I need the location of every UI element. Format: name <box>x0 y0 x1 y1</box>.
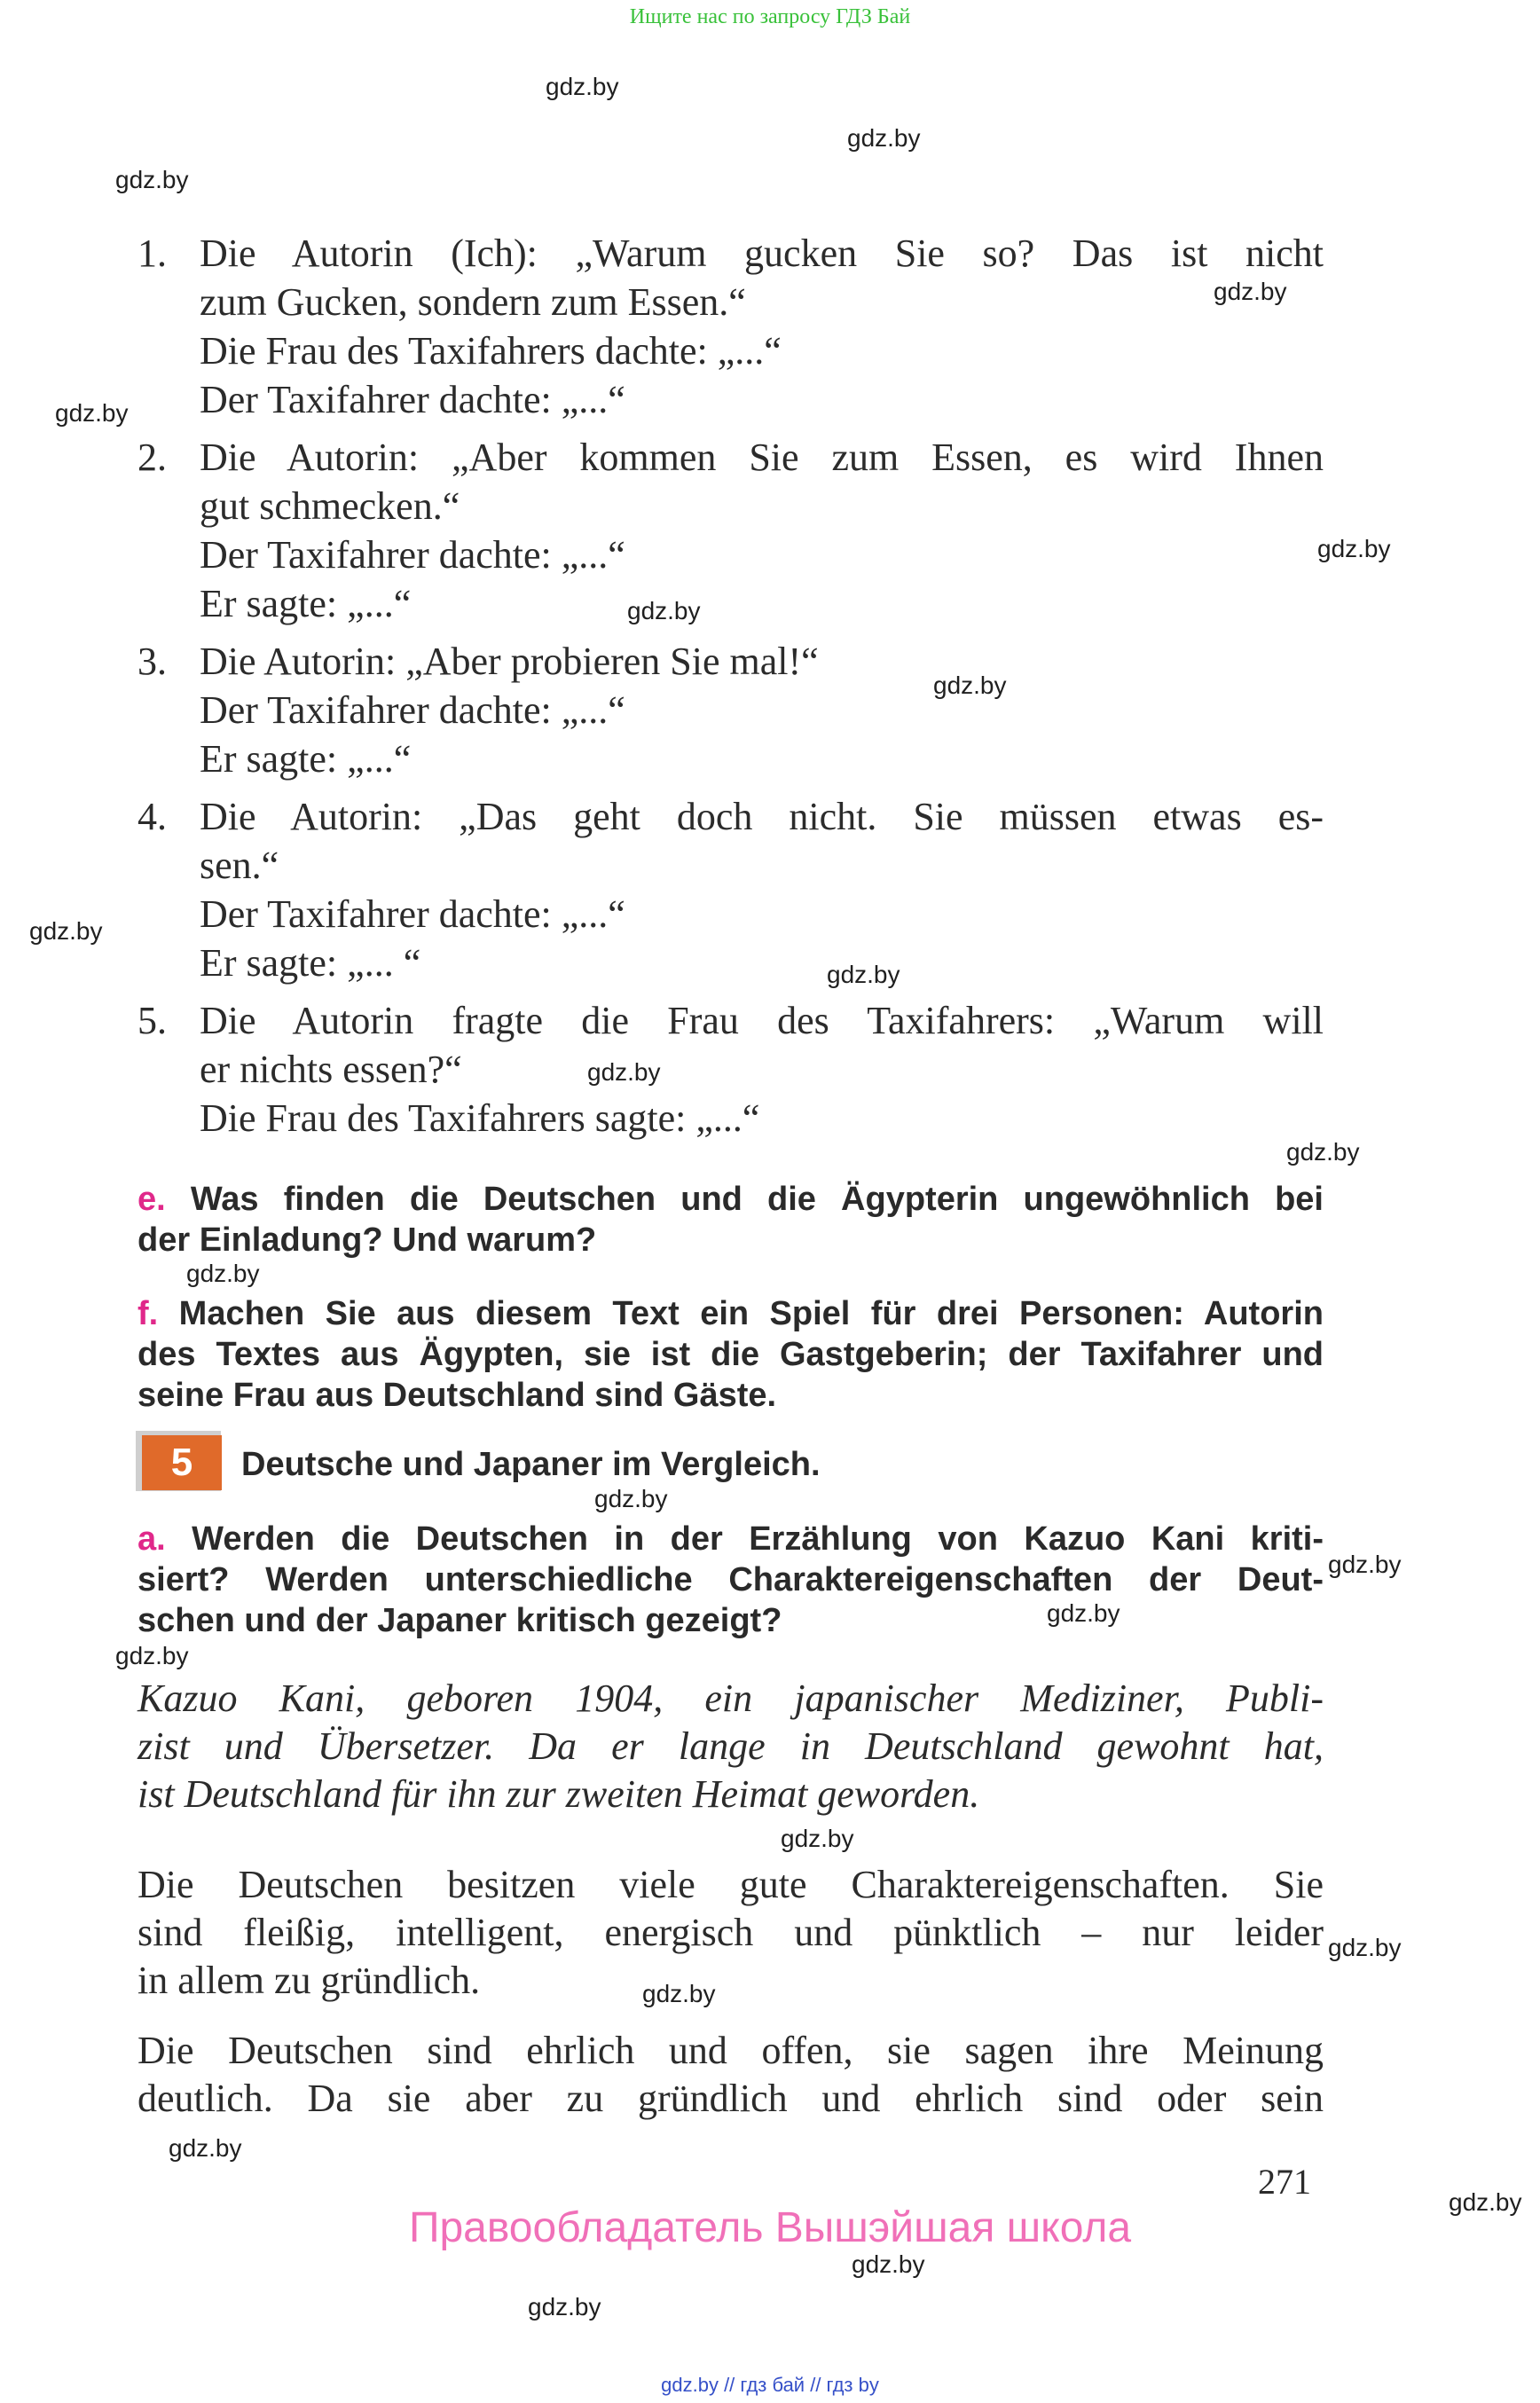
watermark: gdz.by <box>169 2134 242 2162</box>
paragraph-line: Die Deutschen sind ehrlich und offen, sie sagen ihre Meinung <box>138 2029 1324 2072</box>
exercise-line: Die Frau des Taxifahrers sagte: „...“ <box>200 1096 760 1140</box>
exercise-line: Er sagte: „...“ <box>200 582 412 625</box>
watermark: gdz.by <box>1449 2188 1522 2216</box>
watermark: gdz.by <box>186 1260 260 1287</box>
exercise-line: Die Autorin: „Das geht doch nicht. Sie müssen etwas es- <box>200 795 1324 838</box>
paragraph-line: Die Deutschen besitzen viele gute Charaktereigenschaften. Sie <box>138 1863 1324 1906</box>
exercise-line: Die Autorin (Ich): „Warum gucken Sie so? Das ist nicht <box>200 232 1324 275</box>
watermark: gdz.by <box>642 1980 716 2007</box>
watermark: gdz.by <box>827 961 900 988</box>
task-line: seine Frau aus Deutschland sind Gäste. <box>138 1377 777 1414</box>
watermark: gdz.by <box>594 1485 668 1512</box>
watermark: gdz.by <box>1328 1934 1402 1961</box>
task-line: schen und der Japaner kritisch gezeigt? <box>138 1602 782 1639</box>
watermark: gdz.by <box>115 166 189 193</box>
item-number: 1. <box>138 232 167 275</box>
exercise-line: zum Gucken, sondern zum Essen.“ <box>200 280 746 324</box>
intro-line: zist und Übersetzer. Da er lange in Deutschland gewohnt hat, <box>138 1724 1324 1768</box>
watermark: gdz.by <box>781 1825 854 1852</box>
watermark: gdz.by <box>546 73 619 100</box>
item-number: 2. <box>138 436 167 479</box>
task-f <box>138 1293 1324 1416</box>
watermark: gdz.by <box>55 399 129 427</box>
intro-line: Kazuo Kani, geboren 1904, ein japanischer Mediziner, Publi- <box>138 1677 1324 1720</box>
task-a <box>138 1519 1324 1641</box>
exercise-line: Die Frau des Taxifahrers dachte: „...“ <box>200 329 782 373</box>
watermark: gdz.by <box>528 2293 601 2321</box>
exercise-line: er nichts essen?“ <box>200 1048 462 1091</box>
paragraph-2 <box>138 2027 1324 2123</box>
task-line: f. Machen Sie aus diesem Text ein Spiel für drei Personen: Autorin <box>138 1295 1324 1332</box>
task-line: e. Was finden die Deutschen und die Ägypterin ungewöhnlich bei <box>138 1181 1324 1218</box>
exercise-line: Die Autorin: „Aber probieren Sie mal!“ <box>200 640 819 683</box>
task-line: des Textes aus Ägypten, sie ist die Gastgeberin; der Taxifahrer und <box>138 1336 1324 1373</box>
watermark: gdz.by <box>1214 278 1287 305</box>
exercise-line: Der Taxifahrer dachte: „...“ <box>200 688 625 732</box>
exercise-line: gut schmecken.“ <box>200 484 460 528</box>
watermark: gdz.by <box>933 671 1007 699</box>
exercise-line: sen.“ <box>200 844 279 887</box>
watermark: gdz.by <box>1317 535 1391 562</box>
watermark: gdz.by <box>852 2250 925 2278</box>
exercise-line: Der Taxifahrer dachte: „...“ <box>200 378 625 421</box>
task-letter: a. <box>138 1520 166 1558</box>
task-e <box>138 1179 1324 1260</box>
watermark: gdz.by <box>847 124 921 152</box>
watermark: gdz.by <box>627 597 701 624</box>
watermark: gdz.by <box>1328 1551 1402 1578</box>
task-letter: e. <box>138 1181 166 1218</box>
watermark: gdz.by <box>1286 1138 1360 1166</box>
watermark: gdz.by <box>29 917 103 945</box>
section-title: Deutsche und Japaner im Vergleich. <box>241 1446 821 1483</box>
item-number: 5. <box>138 999 167 1042</box>
paragraph-line: sind fleißig, intelligent, energisch und pünktlich – nur leider <box>138 1911 1324 1954</box>
exercise-line: Er sagte: „... “ <box>200 941 421 985</box>
task-line: siert? Werden unterschiedliche Charaktereigenschaften der Deut- <box>138 1561 1324 1598</box>
task-line: der Einladung? Und warum? <box>138 1221 597 1259</box>
exercise-line: Er sagte: „...“ <box>200 737 412 781</box>
top-banner[interactable]: Ищите нас по запросу ГДЗ Бай <box>629 5 911 28</box>
task-letter: f. <box>138 1295 159 1332</box>
item-number: 3. <box>138 640 167 683</box>
watermark: gdz.by <box>115 1642 189 1669</box>
item-number: 4. <box>138 795 167 838</box>
exercise-line: Der Taxifahrer dachte: „...“ <box>200 533 625 577</box>
paragraph-1 <box>138 1861 1324 2005</box>
copyright-holder: Правообладатель Вышэйшая школа <box>408 2204 1132 2251</box>
watermark: gdz.by <box>587 1058 661 1086</box>
exercise-line: Die Autorin fragte die Frau des Taxifahrers: „Warum will <box>200 999 1324 1042</box>
author-intro <box>138 1675 1324 1818</box>
paragraph-line: in allem zu gründlich. <box>138 1959 481 2002</box>
task-line: a. Werden die Deutschen in der Erzählung von Kazuo Kani kriti- <box>138 1520 1324 1558</box>
watermark: gdz.by <box>1047 1599 1120 1627</box>
page-number: 271 <box>1258 2162 1311 2202</box>
paragraph-line: deutlich. Da sie aber zu gründlich und ehrlich sind oder sein <box>138 2077 1324 2120</box>
exercise-line: Die Autorin: „Aber kommen Sie zum Essen, es wird Ihnen <box>200 436 1324 479</box>
section-number-badge: 5 <box>142 1435 222 1490</box>
footer-links[interactable]: gdz.by // гдз бай // гдз by <box>661 2374 879 2396</box>
exercise-line: Der Taxifahrer dachte: „...“ <box>200 892 625 936</box>
intro-line: ist Deutschland für ihn zur zweiten Heimat geworden. <box>138 1772 980 1816</box>
